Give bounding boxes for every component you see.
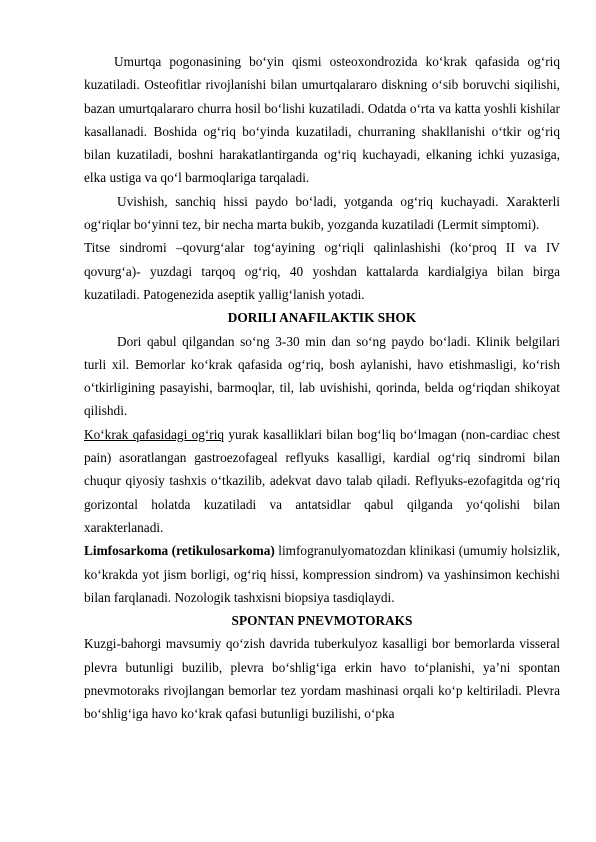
paragraph-lhermitte-sign: Uvishish, sanchiq hissi paydo bo‘ladi, yotganda og‘riq kuchayadi. Xarakterli og‘riqlar bo‘yinni tez, bir necha marta bukib, yozganda kuzatiladi (Lermit simptomi). bbox=[84, 193, 560, 233]
heading-anaphylactic-shock: DORILI ANAFILAKTIK SHOK bbox=[227, 310, 417, 326]
paragraph-noncardiac-chest-pain bbox=[84, 423, 560, 539]
document-page bbox=[84, 50, 560, 726]
paragraph-text: yurak kasalliklari bilan bog‘liq bo‘lmagan (non-cardiac chest pain) asoratlangan gastroezofageal reflyuks kasalligi, kardial og‘riq sindromi bilan chuqur qiyosiy tashxis o‘tkazilib, adekvat davo talab qiladi. Reflyuks-ezofagitda og‘riq gorizontal holatda kuzatiladi va antatsidlar qabul qilganda yo‘qolishi bilan xarakterlanadi. bbox=[84, 426, 560, 535]
paragraph-tietze-syndrome: Titse sindromi –qovurg‘alar tog‘ayining og‘riqli qalinlashishi (ko‘proq II va IV qovurg‘a)- yuzdagi tarqoq og‘riq, 40 yoshdan kattalarda kardialgiya bilan birga kuzatiladi. Patogenezida aseptik yallig‘lanish yotadi. bbox=[84, 240, 560, 302]
paragraph-osteochondrosis: Umurtqa pogonasining bo‘yin qismi osteoxondrozida ko‘krak qafasida og‘riq kuzatiladi. Osteofitlar rivojlanishi bilan umurtqalararo diskning o‘sib boruvchi siqilishi, bazan umurtqalararo churra hosil bo‘lishi kuzatiladi. Odatda o‘rta va katta yoshli kishilar kasallanadi. Boshida og‘riq bo‘yinda kuzatiladi, churraning shakllanishi o‘tkir og‘riq bilan kuzatiladi, boshni harakatlantirganda og‘riq kuchayadi, elkaning ichki yuzasiga, elka ustiga va qo‘l barmoqlariga tarqaladi. bbox=[84, 54, 560, 186]
paragraph-anaphylaxis-symptoms: Dori qabul qilgandan so‘ng 3-30 min dan so‘ng paydo bo‘ladi. Klinik belgilari turli xil. Bemorlar ko‘krak qafasida og‘riq, bosh aylanishi, havo etishmasligi, ko‘rish o‘tkirligining pasayishi, barmoqlar, til, lab uvishishi, qorinda, belda og‘riqdan shikoyat qilishdi. bbox=[84, 333, 560, 419]
paragraph-lymphosarcoma bbox=[84, 539, 560, 609]
bold-term: Limfosarkoma (retikulosarkoma) bbox=[84, 543, 275, 559]
paragraph-text: limfogranulyomatozdan klinikasi (umumiy holsizlik, ko‘krakda yot jism borligi, og‘riq hissi, kompression sindrom) va yashinsimon kechishi bilan farqlanadi. Nozologik tashxisni biopsiya tasdiqlaydi. bbox=[84, 543, 561, 605]
paragraph-pneumothorax: Kuzgi-bahorgi mavsumiy qo‘zish davrida tuberkulyoz kasalligi bor bemorlarda visseral plevra butunligi buzilib, plevra bo‘shlig‘iga erkin havo to‘planishi, ya’ni spontan pnevmotoraks rivojlangan bemorlar tez yordam mashinasi orqali ko‘p keltiriladi. Plevra bo‘shlig‘iga havo ko‘krak qafasi butunligi buzilishi, o‘pka bbox=[84, 636, 560, 722]
heading-spontaneous-pneumothorax: SPONTAN PNEVMOTORAKS bbox=[231, 613, 413, 629]
underlined-term: Ko‘krak qafasidagi og‘riq bbox=[84, 426, 225, 442]
